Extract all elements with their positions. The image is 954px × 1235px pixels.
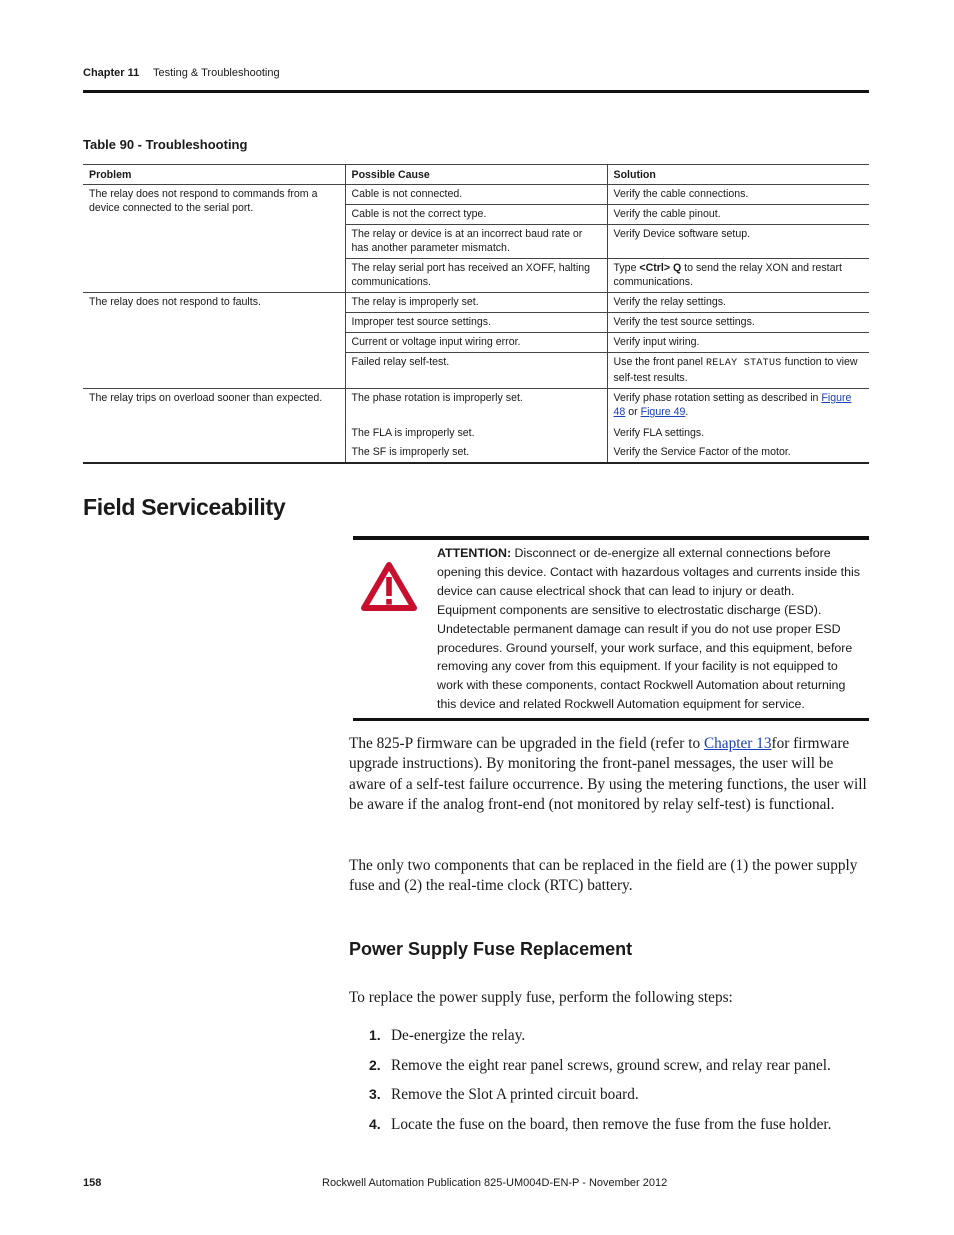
table-row [83,185,869,205]
solution-text: Use the front panel [613,356,706,368]
publication-info: Rockwell Automation Publication 825-UM004D-EN-P - November 2012 [322,1177,668,1189]
cause-cell: Cable is not connected. [345,185,607,205]
attention-paragraph-2: Equipment components are sensitive to electrostatic discharge (ESD). Undetectable permanent damage can result if you do not use proper ESD procedures. Ground yourself, your work surface, and this equipment, before removing any cover from this equipment. If your facility is not equipped to work with these components, contact Rockwell Automation about returning this device and related Rockwell Automation equipment for service. [437,602,853,712]
solution-cell: Verify the cable connections. [607,185,869,205]
page-header [83,66,869,93]
attention-text [437,544,863,714]
list-item [369,1027,869,1057]
cause-cell: Current or voltage input wiring error. [345,333,607,353]
solution-text: Verify phase rotation setting as described in [613,392,822,404]
step-text: Remove the eight rear panel screws, ground screw, and relay rear panel. [391,1056,831,1074]
solution-cell: Verify Device software setup. [607,225,869,259]
cause-cell: The relay serial port has received an XOFF, halting communications. [345,259,607,293]
firmware-paragraph [349,734,869,815]
solution-cell: Verify input wiring. [607,333,869,353]
troubleshooting-table [83,164,869,464]
attention-box [353,536,869,721]
step-number: 1. [369,1027,381,1043]
solution-cell: Verify FLA settings. [607,424,869,443]
table-header-row [83,165,869,185]
step-number: 3. [369,1086,381,1102]
chapter-label: Chapter 11 [83,67,140,79]
solution-text: Type [613,262,640,274]
paragraph-text: The 825-P firmware can be upgraded in the field (refer to [349,735,704,752]
figure-48-link[interactable]: Figure 48 [613,392,852,418]
column-header-solution: Solution [607,165,869,185]
problem-cell: The relay trips on overload sooner than expected. [83,389,345,464]
cause-cell: Cable is not the correct type. [345,205,607,225]
cause-cell: The phase rotation is improperly set. [345,389,607,425]
figure-49-link[interactable]: Figure 49 [640,406,686,418]
components-paragraph: The only two components that can be replaced in the field are (1) the power supply fuse and (2) the real-time clock (RTC) battery. [349,857,858,895]
step-text: Remove the Slot A printed circuit board. [391,1086,639,1103]
problem-cell: The relay does not respond to faults. [83,293,345,389]
page-number: 158 [83,1177,102,1189]
chapter-13-link[interactable]: Chapter 13 [703,735,772,752]
table-caption: Table 90 - Troubleshooting [83,137,248,152]
cause-cell: The FLA is improperly set. [345,424,607,443]
solution-text: . [685,406,689,418]
keystroke: <Ctrl> Q [639,262,682,274]
paragraph-text: for firmware upgrade instructions). By monitoring the front-panel messages, the user will be aware of a self-test failure occurrence. By using the metering functions, the user will be aware if the analog front-end (not monitored by relay self-test) is functional. [349,735,867,813]
solution-cell: Verify the cable pinout. [607,205,869,225]
section-title: Field Serviceability [83,494,286,520]
step-text: Locate the fuse on the board, then remove the fuse from the fuse holder. [391,1115,832,1133]
solution-cell [607,389,869,425]
table-row [83,293,869,313]
table-row [83,389,869,425]
cause-cell: The relay or device is at an incorrect baud rate or has another parameter mismatch. [345,225,607,259]
solution-text: function to view self-test results. [613,356,858,384]
steps-intro: To replace the power supply fuse, perform the following steps: [349,989,733,1006]
solution-text: or [625,406,641,418]
solution-cell [607,353,869,389]
problem-cell: The relay does not respond to commands from a device connected to the serial port. [83,185,345,293]
chapter-title: Testing & Troubleshooting [153,67,280,79]
attention-paragraph-1 [437,544,863,601]
menu-name: RELAY STATUS [705,358,782,369]
solution-text: to send the relay XON and restart communications. [613,262,842,288]
list-item [369,1116,869,1146]
column-header-problem: Problem [83,165,345,185]
solution-cell [607,259,869,293]
list-item [369,1086,869,1116]
step-number: 2. [369,1056,381,1073]
solution-cell: Verify the test source settings. [607,313,869,333]
list-item [369,1057,869,1087]
cause-cell: Improper test source settings. [345,313,607,333]
attention-message: Disconnect or de-energize all external connections before opening this device. Contact with hazardous voltages and currents inside this device can cause electrical shock that can lead to injury or death. [437,546,860,598]
step-number: 4. [369,1115,381,1132]
steps-list [369,1027,869,1145]
attention-label: ATTENTION: [437,546,512,560]
subsection-title: Power Supply Fuse Replacement [349,939,633,959]
solution-cell: Verify the relay settings. [607,293,869,313]
step-text: De-energize the relay. [391,1027,526,1044]
cause-cell: The SF is improperly set. [345,443,607,463]
column-header-cause: Possible Cause [345,165,607,185]
cause-cell: The relay is improperly set. [345,293,607,313]
solution-cell: Verify the Service Factor of the motor. [607,443,869,463]
warning-triangle-icon [361,562,417,612]
cause-cell: Failed relay self-test. [345,353,607,389]
